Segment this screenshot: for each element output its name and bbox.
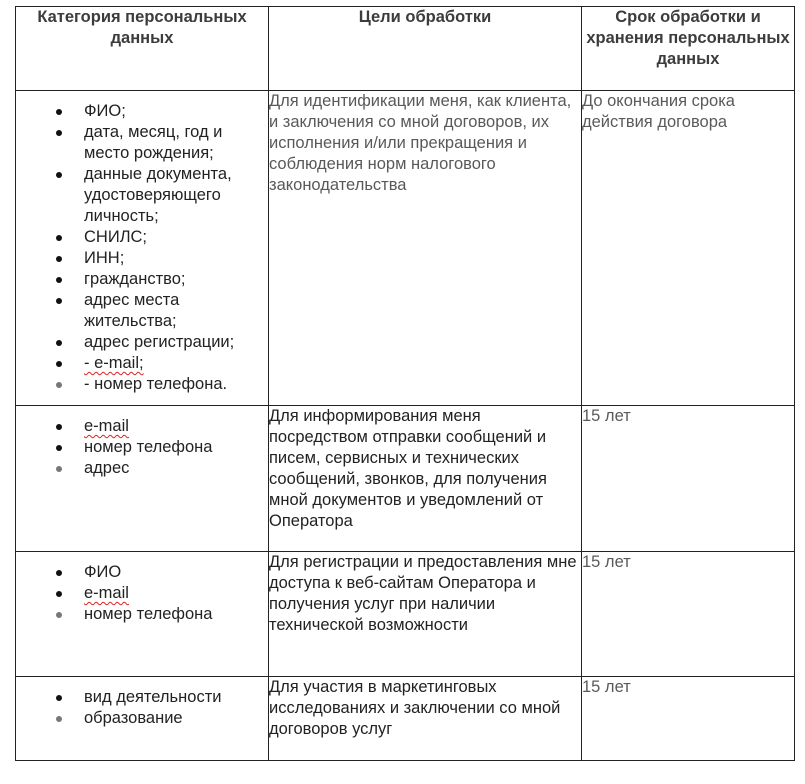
bullet-icon xyxy=(56,466,62,472)
bullet-icon xyxy=(56,570,62,576)
category-list xyxy=(16,552,268,631)
list-item: ФИО; xyxy=(16,101,264,122)
bullet-icon xyxy=(56,109,62,115)
term-cell: 15 лет xyxy=(582,677,795,761)
bullet-icon xyxy=(56,445,62,451)
list-item: номер телефона xyxy=(16,604,264,625)
list-item: гражданство; xyxy=(16,269,264,290)
bullet-icon xyxy=(56,424,62,430)
bullet-icon xyxy=(56,172,62,178)
table-row xyxy=(16,552,795,677)
purpose-cell: Для информирования меня посредством отправки сообщений и писем, сервисных и технических сообщений, звонков, для получения мной документов и уведомлений от Оператора xyxy=(269,406,582,552)
list-item: ИНН; xyxy=(16,248,264,269)
list-item: - e-mail; xyxy=(16,353,264,374)
category-cell xyxy=(16,91,269,406)
term-cell: 15 лет xyxy=(582,552,795,677)
bullet-icon xyxy=(56,256,62,262)
header-term: Срок обработки и хранения персональных данных xyxy=(582,7,795,91)
category-cell xyxy=(16,406,269,552)
bullet-icon xyxy=(56,716,62,722)
bullet-icon xyxy=(56,382,62,388)
list-item: адрес регистрации; xyxy=(16,332,264,353)
header-purpose: Цели обработки xyxy=(269,7,582,91)
purpose-cell: Для участия в маркетинговых исследованиях и заключении со мной договоров услуг xyxy=(269,677,582,761)
list-item: данные документа, удостоверяющего личность; xyxy=(16,164,264,227)
bullet-icon xyxy=(56,277,62,283)
list-item: ФИО xyxy=(16,562,264,583)
list-item: СНИЛС; xyxy=(16,227,264,248)
list-item: адрес xyxy=(16,458,264,479)
list-item: дата, месяц, год и место рождения; xyxy=(16,122,264,164)
bullet-icon xyxy=(56,361,62,367)
bullet-icon xyxy=(56,591,62,597)
personal-data-table xyxy=(15,6,795,761)
bullet-icon xyxy=(56,235,62,241)
category-cell xyxy=(16,552,269,677)
bullet-icon xyxy=(56,695,62,701)
table-row xyxy=(16,406,795,552)
category-list xyxy=(16,91,268,401)
list-item: e-mail xyxy=(16,416,264,437)
header-row xyxy=(16,7,795,91)
term-cell: 15 лет xyxy=(582,406,795,552)
bullet-icon xyxy=(56,130,62,136)
list-item: e-mail xyxy=(16,583,264,604)
table-row xyxy=(16,677,795,761)
list-item: номер телефона xyxy=(16,437,264,458)
header-category: Категория персональных данных xyxy=(16,7,269,91)
bullet-icon xyxy=(56,298,62,304)
purpose-cell: Для идентификации меня, как клиента, и заключения со мной договоров, их исполнения и/или прекращения и соблюдения норм налогового законодательства xyxy=(269,91,582,406)
list-item: образование xyxy=(16,708,264,729)
list-item: - номер телефона. xyxy=(16,374,264,395)
bullet-icon xyxy=(56,340,62,346)
category-list xyxy=(16,677,268,735)
table-row xyxy=(16,91,795,406)
list-item: адрес места жительства; xyxy=(16,290,264,332)
category-list xyxy=(16,406,268,485)
category-cell xyxy=(16,677,269,761)
term-cell: До окончания срока действия договора xyxy=(582,91,795,406)
bullet-icon xyxy=(56,612,62,618)
purpose-cell: Для регистрации и предоставления мне доступа к веб-сайтам Оператора и получения услуг при наличии технической возможности xyxy=(269,552,582,677)
list-item: вид деятельности xyxy=(16,687,264,708)
